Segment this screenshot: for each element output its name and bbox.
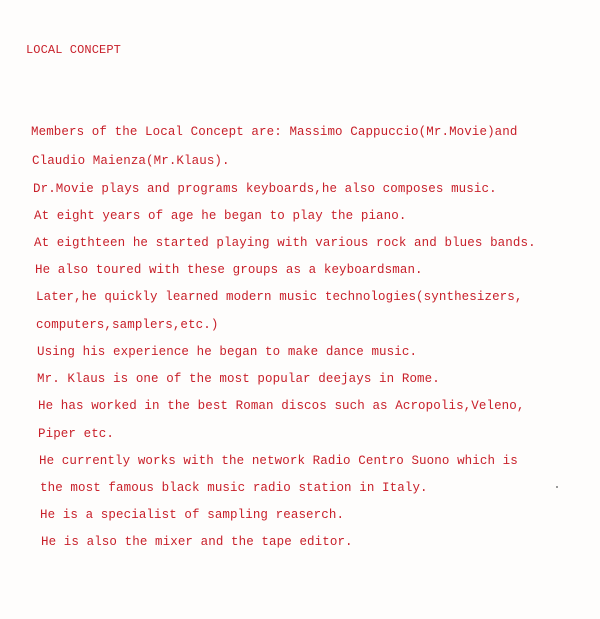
text-line: Using his experience he began to make dance music. bbox=[37, 345, 418, 359]
text-line: Piper etc. bbox=[38, 427, 115, 441]
text-line: He is also the mixer and the tape editor. bbox=[41, 535, 353, 549]
paper-speck bbox=[556, 486, 558, 488]
text-line: He has worked in the best Roman discos such as Acropolis,Veleno, bbox=[38, 399, 525, 413]
text-line: the most famous black music radio station in Italy. bbox=[40, 481, 428, 495]
text-line: He also toured with these groups as a keyboardsman. bbox=[35, 263, 423, 277]
text-line: He currently works with the network Radio Centro Suono which is bbox=[39, 454, 518, 468]
text-line: At eigthteen he started playing with various rock and blues bands. bbox=[34, 236, 536, 250]
text-line: He is a specialist of sampling reaserch. bbox=[40, 508, 345, 522]
text-line: Mr. Klaus is one of the most popular deejays in Rome. bbox=[37, 372, 440, 386]
text-line: Later,he quickly learned modern music technologies(synthesizers, bbox=[36, 290, 523, 304]
text-line: Members of the Local Concept are: Massimo Cappuccio(Mr.Movie)and bbox=[31, 125, 518, 139]
text-line: Dr.Movie plays and programs keyboards,he also composes music. bbox=[33, 182, 497, 196]
text-line: Claudio Maienza(Mr.Klaus). bbox=[32, 154, 230, 168]
text-line: computers,samplers,etc.) bbox=[36, 318, 219, 332]
document-title: LOCAL CONCEPT bbox=[26, 43, 121, 57]
text-line: At eight years of age he began to play the piano. bbox=[34, 209, 407, 223]
